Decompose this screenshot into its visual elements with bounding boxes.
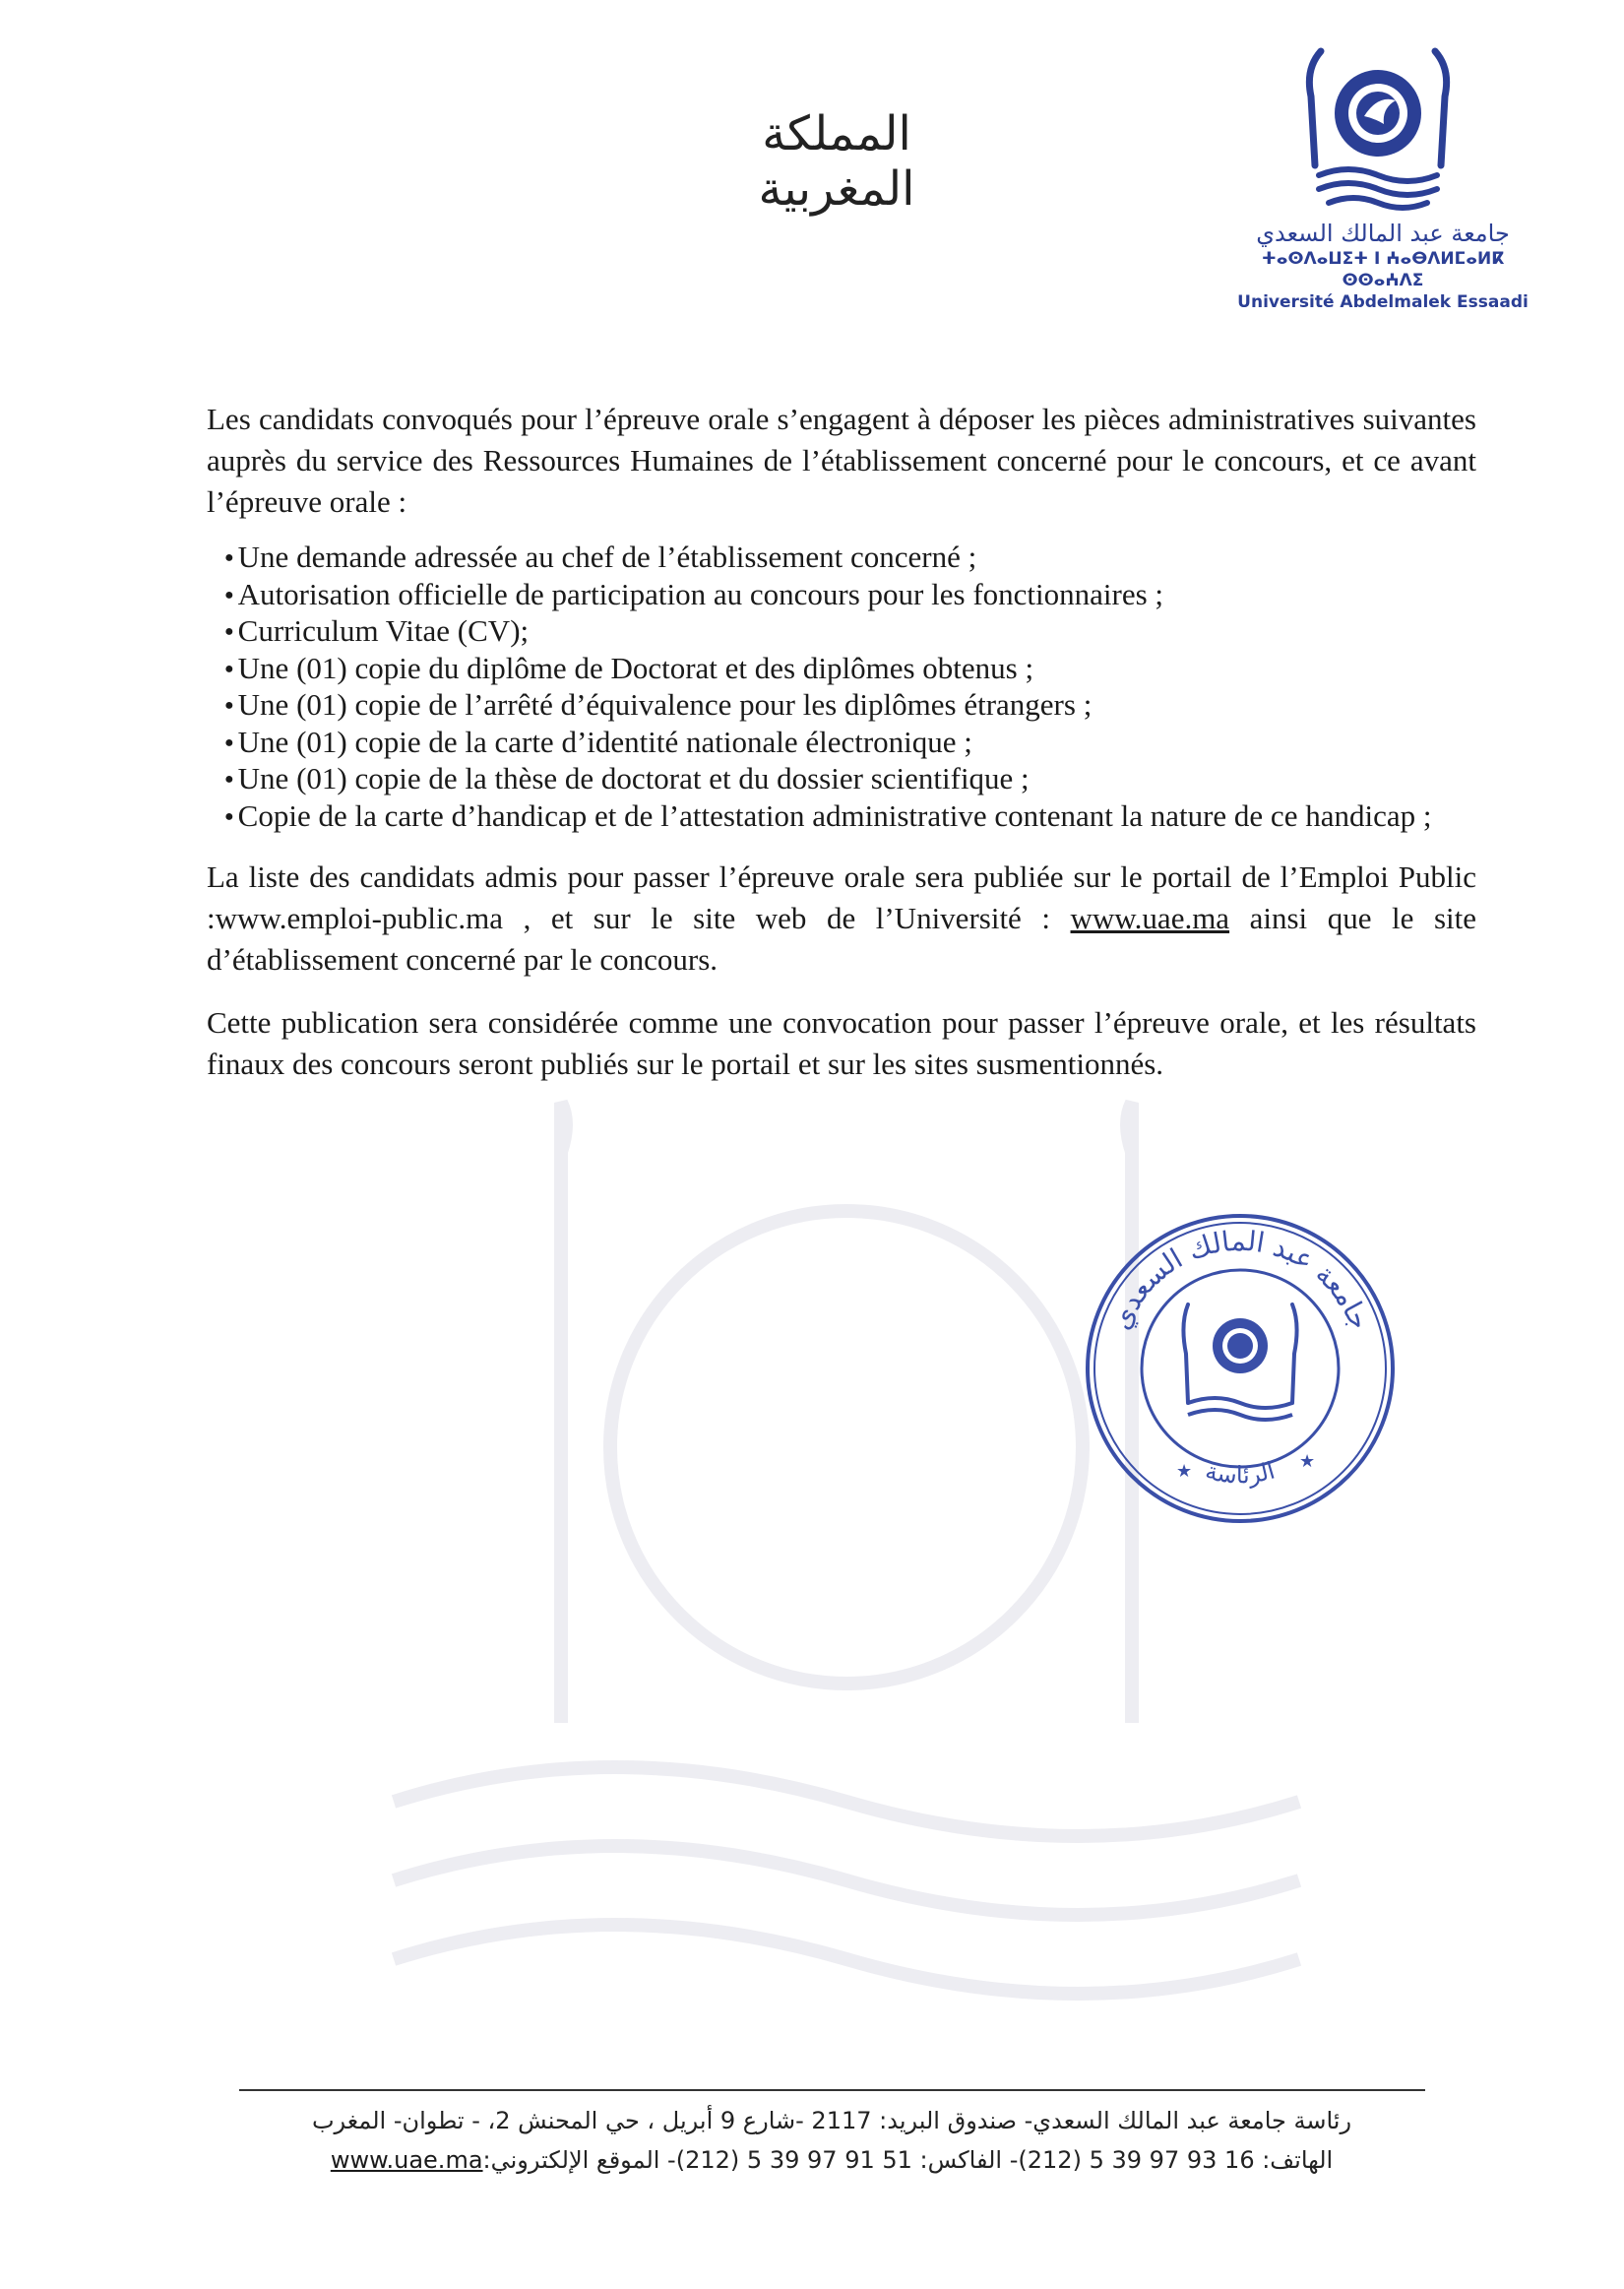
requirement-item: ● Une (01) copie de la carte d’identité nationale électronique ; — [224, 725, 1553, 762]
university-website-link[interactable]: www.uae.ma — [1070, 901, 1230, 935]
footer-contact — [276, 2146, 1388, 2174]
footer-address: رئاسة جامعة عبد المالك السعدي- صندوق البريد: 2117 -شارع 9 أبريل ، حي المحنش 2، - تطوان- المغرب — [311, 2107, 1352, 2134]
requirement-item: ● Une (01) copie de l’arrêté d’équivalence pour les diplômes étrangers ; — [224, 687, 1553, 725]
university-name-french: Université Abdelmalek Essaadi — [1237, 292, 1529, 312]
university-logo-icon — [1299, 39, 1457, 217]
footer-website-link[interactable]: www.uae.ma — [330, 2146, 483, 2174]
svg-text:★: ★ — [1299, 1451, 1316, 1471]
requirement-item: ● Autorisation officielle de participation au concours pour les fonctionnaires ; — [224, 577, 1553, 614]
university-name-tifinagh: ⵜⴰⵙⴷⴰⵡⵉⵜ ⵏ ⵄⴰⴱⴷⵍⵎⴰⵍⴽ ⵙⵙⴰⵄⴷⵉ — [1261, 249, 1505, 290]
intro-paragraph: Les candidats convoqués pour l’épreuve orale s’engagent à déposer les pièces administratives suivantes auprès du service des Ressources Humaines de l’établissement concerné pour le concours, et ce avant l’épreuve orale : — [207, 402, 1476, 519]
publication-paragraph — [207, 857, 1476, 981]
closing-paragraph: Cette publication sera considérée comme une convocation pour passer l’épreuve orale, et les résultats finaux des concours seront publiés sur le portail et sur les sites susmentionnés. — [207, 1005, 1476, 1081]
publication-text-before: La liste des candidats admis pour passer l’épreuve orale sera publiée sur le portail de l’Emploi Public :www.emploi-public.ma , et sur le site web de l’Université : — [207, 859, 1476, 935]
requirements-list — [224, 540, 1553, 835]
official-stamp — [1078, 1206, 1403, 1531]
stamp-text-top: جامعة عبد المالك السعدي — [1103, 1224, 1377, 1335]
svg-text:★: ★ — [1176, 1461, 1193, 1481]
requirement-item: ● Copie de la carte d’handicap et de l’attestation administrative contenant la nature de ce handicap ; — [224, 798, 1553, 836]
university-name-block — [1220, 219, 1545, 313]
requirement-item: ● Une (01) copie du diplôme de Doctorat et des diplômes obtenus ; — [224, 651, 1553, 688]
requirement-item: ● Une (01) copie de la thèse de doctorat et du dossier scientifique ; — [224, 761, 1553, 798]
university-name-arabic: جامعة عبد المالك السعدي — [1256, 220, 1510, 247]
requirement-item: ● Curriculum Vitae (CV); — [224, 613, 1553, 651]
footer-contact-text: الهاتف: 16 93 97 39 5 (212)- الفاكس: 51 91 97 39 5 (212)- الموقع الإلكتروني: — [482, 2146, 1334, 2174]
kingdom-title: المملكة المغربية — [758, 106, 915, 217]
publication-text-after: ainsi que le site d’établissement concerné par le concours. — [207, 901, 1476, 977]
stamp-text-bottom: الرئاسة — [1202, 1456, 1279, 1490]
requirement-item: ● Une demande adressée au chef de l’établissement concerné ; — [224, 540, 1553, 577]
footer-divider — [239, 2089, 1425, 2091]
